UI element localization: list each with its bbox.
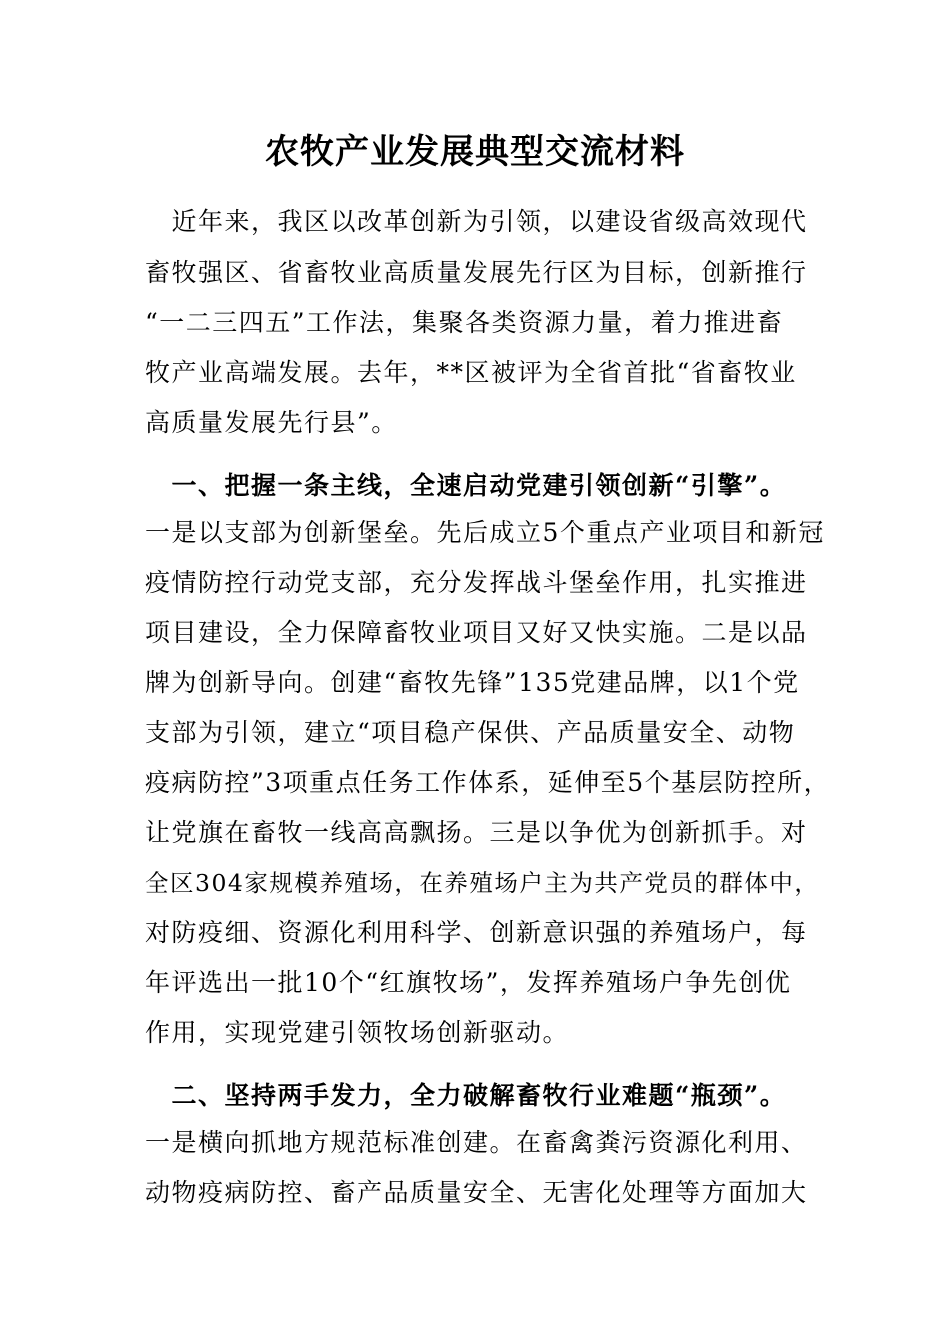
paragraph-line: 项目建设，全力保障畜牧业项目又好又快实施。二是以品 (145, 618, 808, 647)
paragraph-line: 疫情防控行动党支部，充分发挥战斗堡垒作用，扎实推进 (145, 568, 808, 597)
paragraph-line: 动物疫病防控、畜产品质量安全、无害化处理等方面加大 (145, 1178, 808, 1207)
paragraph-line: 牧产业高端发展。去年，**区被评为全省首批“省畜牧业 (145, 358, 797, 387)
paragraph-line: 年评选出一批10个“红旗牧场”，发挥养殖场户争先创优 (145, 968, 792, 997)
paragraph-line: 高质量发展先行县”。 (145, 408, 398, 437)
paragraph-line: 近年来，我区以改革创新为引领，以建设省级高效现代 (145, 207, 808, 236)
paragraph-line: 畜牧强区、省畜牧业高质量发展先行区为目标，创新推行 (145, 258, 808, 287)
section-heading-1: 一、把握一条主线，全速启动党建引领创新“引擎”。 (145, 471, 787, 500)
paragraph-line: “一二三四五”工作法，集聚各类资源力量，着力推进畜 (145, 308, 784, 337)
paragraph-line: 支部为引领，建立“项目稳产保供、产品质量安全、动物 (145, 718, 796, 747)
paragraph-line: 全区304家规模养殖场，在养殖场户主为共产党员的群体中， (145, 869, 820, 897)
paragraph-line: 一是以支部为创新堡垒。先后成立5个重点产业项目和新冠 (145, 518, 825, 547)
paragraph-line: 让党旗在畜牧一线高高飘扬。三是以争优为创新抓手。对 (145, 818, 808, 847)
paragraph-line: 一是横向抓地方规范标准创建。在畜禽粪污资源化利用、 (145, 1128, 808, 1157)
paragraph-line: 对防疫细、资源化利用科学、创新意识强的养殖场户，每 (145, 918, 808, 947)
document-title: 农牧产业发展典型交流材料 (265, 132, 685, 172)
section-heading-2: 二、坚持两手发力，全力破解畜牧行业难题“瓶颈”。 (145, 1081, 787, 1110)
paragraph-line: 作用，实现党建引领牧场创新驱动。 (145, 1018, 570, 1047)
paragraph-line: 牌为创新导向。创建“畜牧先锋”135党建品牌，以1个党 (145, 668, 800, 697)
paragraph-line: 疫病防控”3项重点任务工作体系，延伸至5个基层防控所， (145, 768, 831, 797)
